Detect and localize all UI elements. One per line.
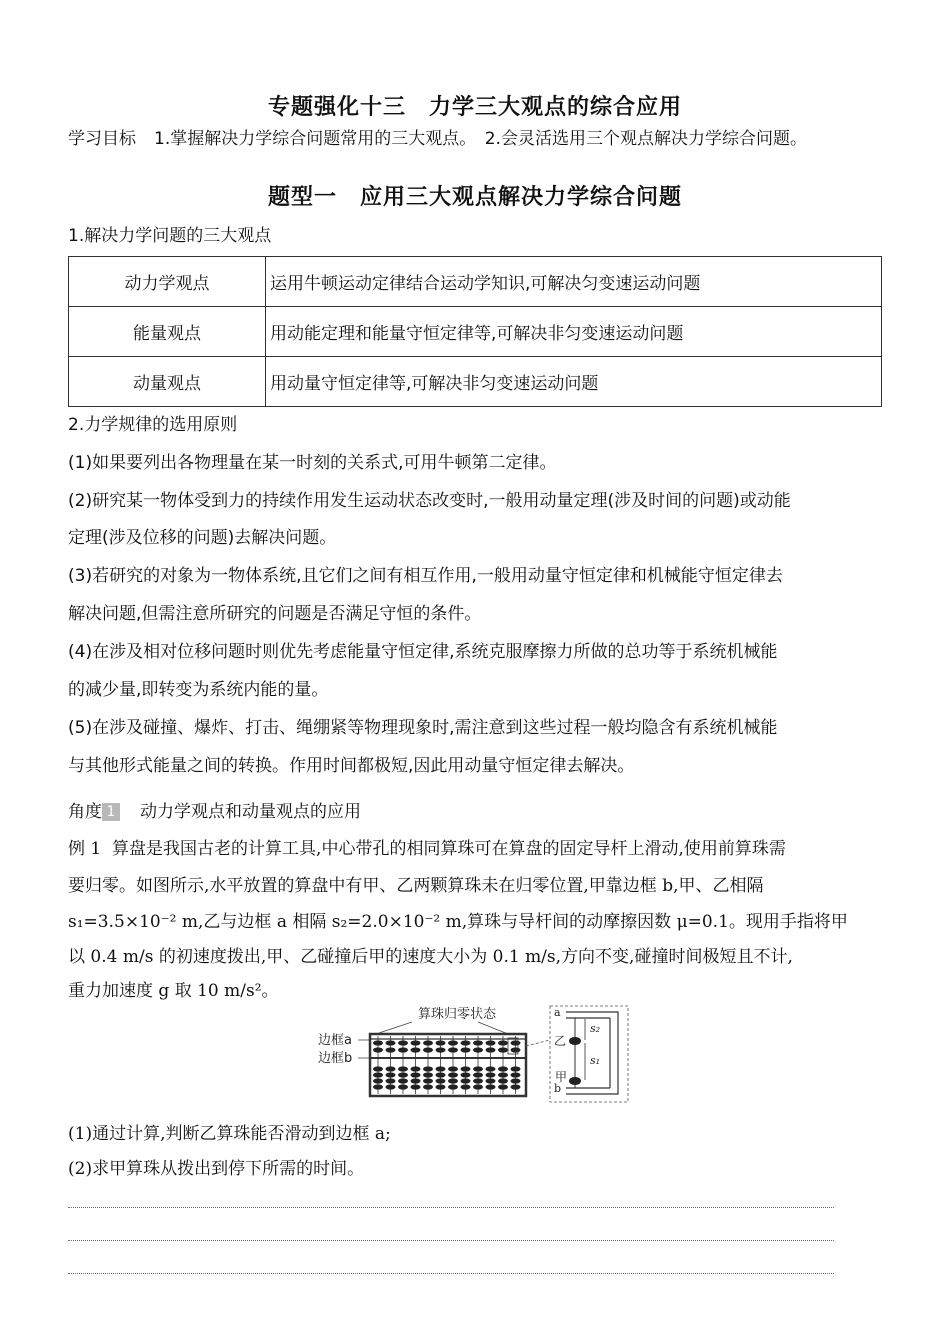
bead-jia bbox=[569, 1077, 581, 1085]
abacus-bead bbox=[448, 1047, 458, 1052]
answer-line bbox=[68, 1207, 834, 1208]
abacus-bead bbox=[373, 1066, 383, 1071]
abacus-bead bbox=[423, 1066, 433, 1071]
abacus-bead bbox=[398, 1072, 408, 1077]
section-title: 题型一 应用三大观点解决力学综合问题 bbox=[267, 185, 682, 210]
abacus-bead bbox=[498, 1078, 508, 1083]
abacus-bead bbox=[486, 1072, 496, 1077]
learning-objectives bbox=[68, 124, 807, 149]
example-line: s₁=3.5×10⁻² m,乙与边框 a 相隔 s₂=2.0×10⁻² m,算珠与导杆间的动摩擦因数 μ=0.1。现用手指将甲 bbox=[68, 912, 848, 932]
example-line: 重力加速度 g 取 10 m/s²。 bbox=[68, 981, 279, 1001]
page-title: 专题强化十三 力学三大观点的综合应用 bbox=[267, 95, 682, 120]
abacus-beads bbox=[373, 1036, 521, 1094]
abacus-bead bbox=[423, 1078, 433, 1083]
principle-line: 的减少量,即转变为系统内能的量。 bbox=[68, 680, 329, 700]
abacus-bead bbox=[461, 1047, 471, 1052]
zoom-label-b: b bbox=[554, 1082, 562, 1095]
s2-label: s₂ bbox=[590, 1022, 601, 1035]
heading-principles: 2.力学规律的选用原则 bbox=[68, 415, 238, 435]
example-text: 算盘是我国古老的计算工具,中心带孔的相同算珠可在算盘的固定导杆上滑动,使用前算珠需 bbox=[112, 839, 786, 859]
heading-three-views: 1.解决力学问题的三大观点 bbox=[68, 226, 272, 246]
abacus-bead bbox=[461, 1078, 471, 1083]
abacus-bead bbox=[398, 1066, 408, 1071]
abacus-bead bbox=[373, 1084, 383, 1089]
principle-line: 解决问题,但需注意所研究的问题是否满足守恒的条件。 bbox=[68, 604, 482, 624]
abacus-figure bbox=[318, 1002, 638, 1107]
abacus-bead bbox=[473, 1072, 483, 1077]
principle-line: (5)在涉及碰撞、爆炸、打击、绳绷紧等物理现象时,需注意到这些过程一般均隐含有系统机械能 bbox=[68, 718, 778, 738]
abacus-bead bbox=[511, 1072, 521, 1077]
abacus-bead bbox=[373, 1078, 383, 1083]
objectives-text: 1.掌握解决力学综合问题常用的三大观点。 2.会灵活选用三个观点解决力学综合问题。 bbox=[154, 129, 807, 149]
abacus-bead bbox=[498, 1084, 508, 1089]
abacus-bead bbox=[498, 1047, 508, 1052]
example-line: 要归零。如图所示,水平放置的算盘中有甲、乙两颗算珠未在归零位置,甲靠边框 b,甲、乙相隔 bbox=[68, 876, 764, 896]
s1-label: s₁ bbox=[590, 1054, 601, 1067]
abacus-bead bbox=[386, 1084, 396, 1089]
table-cell-value: 用动量守恒定律等,可解决非匀变速运动问题 bbox=[266, 357, 882, 407]
abacus-bead bbox=[423, 1040, 433, 1045]
abacus-bead bbox=[398, 1084, 408, 1089]
abacus-bead bbox=[461, 1072, 471, 1077]
abacus-bead bbox=[461, 1040, 471, 1045]
table-row bbox=[69, 357, 882, 407]
abacus-bead bbox=[411, 1072, 421, 1077]
abacus-bead bbox=[498, 1040, 508, 1045]
table-cell-value: 运用牛顿运动定律结合运动学知识,可解决匀变速运动问题 bbox=[266, 257, 882, 307]
abacus-bead bbox=[436, 1047, 446, 1052]
abacus-bead bbox=[436, 1072, 446, 1077]
answer-line bbox=[68, 1240, 834, 1241]
abacus-bead bbox=[448, 1072, 458, 1077]
principle-line: (2)研究某一物体受到力的持续作用发生运动状态改变时,一般用动量定理(涉及时间的问题)或动能 bbox=[68, 491, 791, 511]
abacus-bead bbox=[386, 1047, 396, 1052]
answer-line bbox=[68, 1273, 834, 1274]
principle-line: (4)在涉及相对位移问题时则优先考虑能量守恒定律,系统克服摩擦力所做的总功等于系统机械能 bbox=[68, 642, 778, 662]
abacus-bead bbox=[386, 1072, 396, 1077]
abacus-bead bbox=[448, 1084, 458, 1089]
abacus-bead bbox=[448, 1040, 458, 1045]
figure-caption: 算珠归零状态 bbox=[418, 1007, 497, 1022]
abacus-bead bbox=[461, 1084, 471, 1089]
abacus-bead bbox=[386, 1078, 396, 1083]
abacus-bead bbox=[436, 1078, 446, 1083]
abacus-bead bbox=[436, 1084, 446, 1089]
abacus-bead bbox=[373, 1047, 383, 1052]
zoom-leader bbox=[526, 1040, 550, 1046]
table-row bbox=[69, 257, 882, 307]
objectives-label: 学习目标 bbox=[68, 129, 136, 149]
angle-prefix: 角度 bbox=[68, 802, 102, 822]
abacus-bead bbox=[511, 1084, 521, 1089]
bead-yi-label: 乙 bbox=[554, 1034, 567, 1048]
abacus-bead bbox=[411, 1084, 421, 1089]
principle-line: (3)若研究的对象为一物体系统,且它们之间有相互作用,一般用动量守恒定律和机械能守恒定律去 bbox=[68, 566, 783, 586]
abacus-bead bbox=[398, 1078, 408, 1083]
abacus-bead bbox=[486, 1047, 496, 1052]
angle-title: 动力学观点和动量观点的应用 bbox=[140, 802, 361, 822]
question-line: (2)求甲算珠从拨出到停下所需的时间。 bbox=[68, 1159, 365, 1179]
abacus-bead bbox=[498, 1072, 508, 1077]
abacus-bead bbox=[411, 1040, 421, 1045]
abacus-bead bbox=[486, 1066, 496, 1071]
abacus-bead bbox=[473, 1040, 483, 1045]
abacus-bead bbox=[423, 1072, 433, 1077]
caption-leader bbox=[478, 1022, 508, 1034]
abacus-bead bbox=[411, 1047, 421, 1052]
abacus-bead bbox=[511, 1078, 521, 1083]
abacus-bead bbox=[436, 1066, 446, 1071]
abacus-bead bbox=[511, 1066, 521, 1071]
abacus-bead bbox=[448, 1066, 458, 1071]
frame-b-label: 边框b bbox=[318, 1051, 353, 1066]
example-line: 以 0.4 m/s 的初速度拨出,甲、乙碰撞后甲的速度大小为 0.1 m/s,方向不变,碰撞时间极短且不计, bbox=[68, 947, 793, 967]
three-views-table bbox=[68, 256, 882, 407]
principle-line: (1)如果要列出各物理量在某一时刻的关系式,可用牛顿第二定律。 bbox=[68, 453, 557, 473]
abacus-bead bbox=[373, 1040, 383, 1045]
abacus-bead bbox=[448, 1078, 458, 1083]
abacus-bead bbox=[486, 1078, 496, 1083]
abacus-bead bbox=[423, 1047, 433, 1052]
abacus-bead bbox=[423, 1084, 433, 1089]
abacus-bead bbox=[386, 1040, 396, 1045]
frame-a-label: 边框a bbox=[318, 1033, 352, 1048]
table-cell-value: 用动能定理和能量守恒定律等,可解决非匀变速运动问题 bbox=[266, 307, 882, 357]
angle-heading bbox=[68, 797, 361, 822]
table-cell-key: 动量观点 bbox=[69, 357, 266, 407]
bead-jia-label: 甲 bbox=[555, 1070, 568, 1084]
abacus-bead bbox=[498, 1066, 508, 1071]
abacus-bead bbox=[473, 1078, 483, 1083]
bead-yi bbox=[569, 1037, 581, 1045]
caption-leader bbox=[376, 1022, 412, 1034]
example-line bbox=[68, 834, 786, 859]
table-cell-key: 动力学观点 bbox=[69, 257, 266, 307]
example-label: 例 1 bbox=[68, 839, 102, 859]
abacus-bead bbox=[373, 1072, 383, 1077]
principle-line: 与其他形式能量之间的转换。作用时间都极短,因此用动量守恒定律去解决。 bbox=[68, 756, 635, 776]
table-row bbox=[69, 307, 882, 357]
question-line: (1)通过计算,判断乙算珠能否滑动到边框 a; bbox=[68, 1124, 391, 1144]
abacus-bead bbox=[473, 1047, 483, 1052]
abacus-bead bbox=[511, 1047, 521, 1052]
zoom-label-a: a bbox=[554, 1006, 561, 1019]
abacus-bead bbox=[473, 1066, 483, 1071]
abacus-bead bbox=[486, 1084, 496, 1089]
abacus-bead bbox=[486, 1040, 496, 1045]
principle-line: 定理(涉及位移的问题)去解决问题。 bbox=[68, 528, 337, 548]
abacus-bead bbox=[398, 1047, 408, 1052]
abacus-bead bbox=[386, 1066, 396, 1071]
abacus-bead bbox=[473, 1084, 483, 1089]
abacus-bead bbox=[461, 1066, 471, 1071]
abacus-bead bbox=[411, 1078, 421, 1083]
abacus-bead bbox=[411, 1066, 421, 1071]
abacus-bead bbox=[398, 1040, 408, 1045]
angle-number-badge: 1 bbox=[102, 803, 120, 821]
table-cell-key: 能量观点 bbox=[69, 307, 266, 357]
abacus-bead bbox=[511, 1040, 521, 1045]
abacus-bead bbox=[436, 1040, 446, 1045]
